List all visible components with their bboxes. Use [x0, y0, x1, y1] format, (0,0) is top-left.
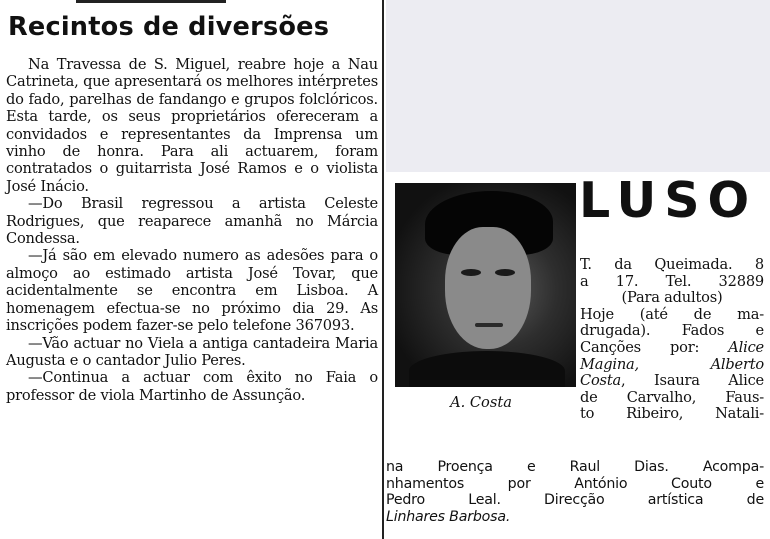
ad-line: [580, 373, 764, 390]
article-paragraph: —Continua a actuar com êxito no Faia o professor de viola Martinho de Assunção.: [6, 369, 378, 404]
ad-line: Pedro Leal. Direcção artística de: [386, 492, 764, 509]
blank-area: [386, 0, 770, 172]
luso-side-text: [580, 257, 764, 423]
ad-line: T. da Queimada. 8: [580, 256, 764, 273]
ad-line: a 17. Tel. 32889: [580, 272, 764, 290]
photo-mouth: [475, 323, 503, 327]
ad-line: [580, 340, 764, 357]
ad-line: drugada). Fados e: [580, 322, 764, 340]
ad-line: nhamentos por António Couto e: [386, 475, 764, 492]
ad-line: de Carvalho, Faus-: [580, 388, 764, 406]
column-divider: [382, 0, 384, 539]
ad-line: (Para adultos): [621, 289, 723, 307]
performer-name: Alice: [728, 338, 764, 356]
top-rule: [76, 0, 226, 3]
photo-caption: A. Costa: [450, 394, 512, 411]
portrait-photo: [395, 183, 576, 387]
article-headline: Recintos de diversões: [8, 12, 330, 42]
article-paragraph: Na Travessa de S. Miguel, reabre hoje a Nau Catrineta, que apresentará os melhores intérpretes do fado, parelhas de fandango e grupos folclóricos. Esta tarde, os seus proprietários ofereceram a convidados e representantes da Imprensa um vinho de honra. Para ali actuarem, foram contratados o guitarrista José Ramos e o violista José Inácio.: [6, 56, 378, 195]
article-column: [6, 0, 380, 539]
photo-face: [445, 227, 531, 349]
article-paragraph: —Do Brasil regressou a artista Celeste Rodrigues, que reaparece amanhã no Márcia Condessa.: [6, 195, 378, 248]
ad-line: na Proença e Raul Dias. Acompa-: [386, 459, 764, 475]
photo-eye: [461, 269, 481, 276]
ad-line: Hoje (até de ma-: [580, 305, 764, 323]
performer-name: Magina, Alberto: [580, 355, 764, 373]
director-name: Linhares Barbosa.: [386, 508, 511, 525]
photo-eye: [495, 269, 515, 276]
ad-text: , Isaura Alice: [621, 372, 764, 390]
luso-title: LUSO: [579, 172, 758, 229]
performer-name: Costa: [580, 372, 622, 390]
photo-collar: [409, 351, 565, 387]
luso-advertisement: [386, 172, 770, 539]
article-paragraph: —Vão actuar no Viela a antiga cantadeira Maria Augusta e o cantador Julio Peres.: [6, 334, 378, 369]
luso-bottom-text: [386, 459, 764, 525]
ad-line: to Ribeiro, Natali-: [580, 405, 764, 423]
ad-text: Canções por:: [580, 338, 700, 356]
article-body: [6, 56, 378, 404]
article-paragraph: —Já são em elevado numero as adesões para o almoço ao estimado artista José Tovar, que acidentalmente se encontra em Lisboa. A homenagem efectua-se no próximo dia 29. As inscrições podem fazer-se pelo telefone 367093.: [6, 247, 378, 335]
